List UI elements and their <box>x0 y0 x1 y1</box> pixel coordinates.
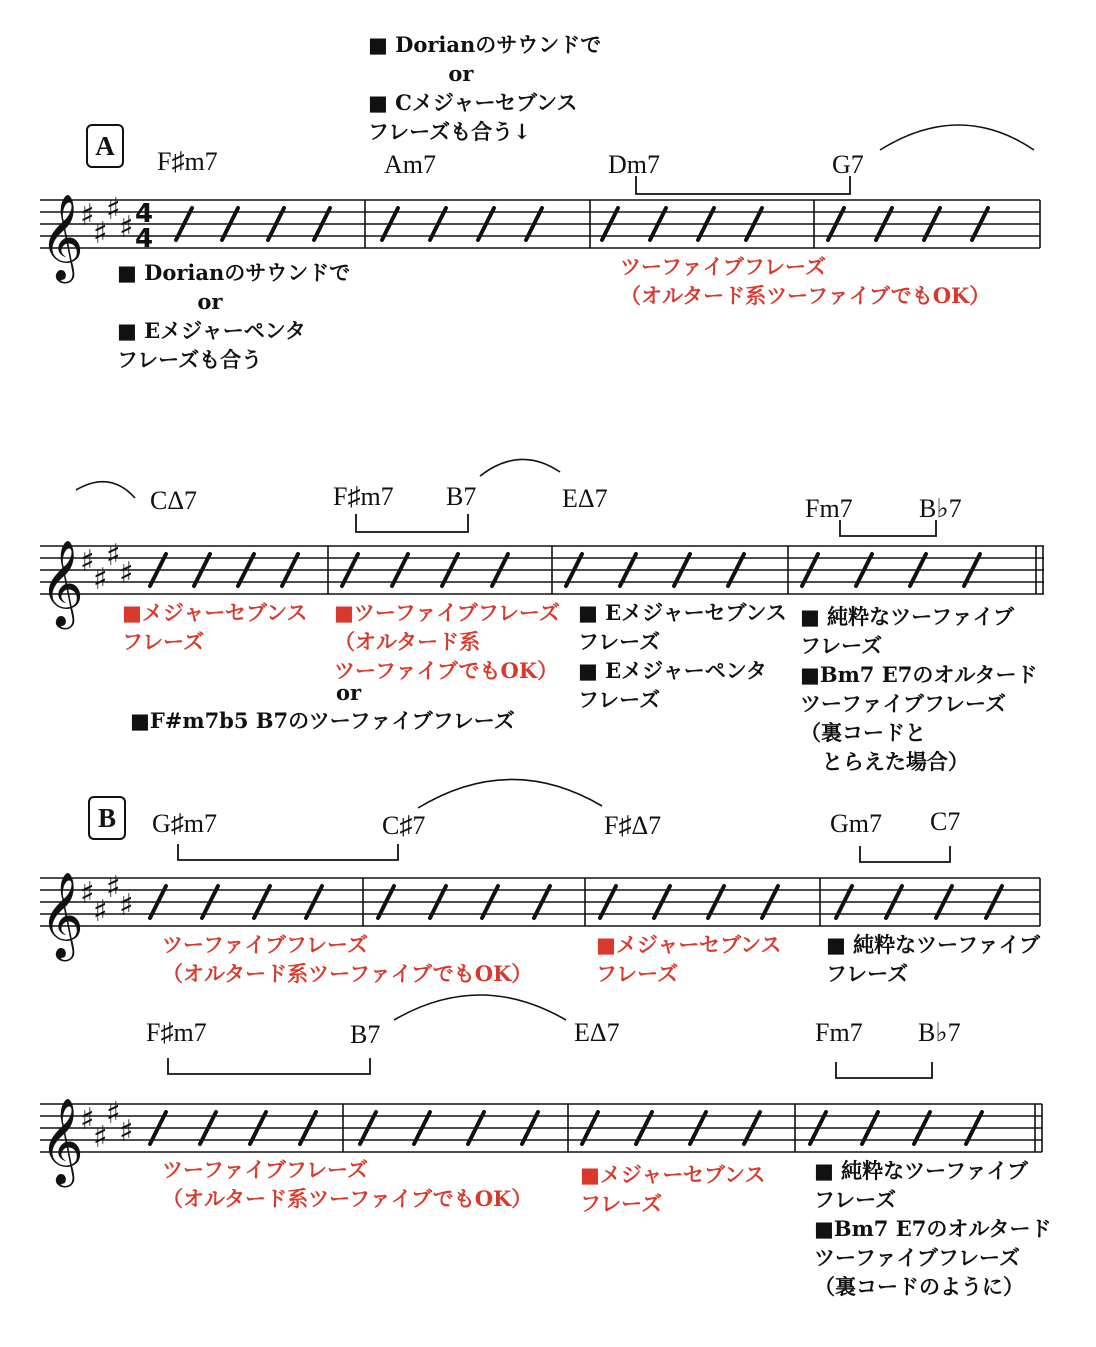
note-2-m3: ■ Eメジャーセブンス フレーズ ■ Eメジャーペンタ フレーズ <box>578 600 787 712</box>
svg-text:♯: ♯ <box>93 1120 108 1155</box>
svg-text:♯: ♯ <box>93 894 108 929</box>
chord-a-1: F♯m7 <box>157 147 218 176</box>
svg-text:♯: ♯ <box>80 876 95 911</box>
time-signature-top: 4 <box>135 199 154 229</box>
chord-2-3: B7 <box>446 482 477 511</box>
chord-b-2: C♯7 <box>382 811 426 840</box>
treble-clef-icon: 𝄞 <box>40 872 84 958</box>
treble-clef-icon: 𝄞 <box>40 1098 84 1184</box>
svg-text:♯: ♯ <box>93 562 108 597</box>
chord-4-3: EΔ7 <box>574 1018 620 1047</box>
svg-text:♯: ♯ <box>80 198 95 233</box>
note-2-m2-alt: ■F#m7b5 B7のツーファイブフレーズ <box>130 708 515 733</box>
treble-clef-icon: 𝄞 <box>40 540 84 626</box>
time-signature-bottom: 4 <box>135 224 154 254</box>
chord-2-2: F♯m7 <box>333 482 394 511</box>
svg-text:♯: ♯ <box>93 216 108 251</box>
chord-2-1: CΔ7 <box>150 486 198 515</box>
chord-b-3: F♯Δ7 <box>604 811 662 840</box>
chord-a-2: Am7 <box>384 150 436 179</box>
chord-4-2: B7 <box>350 1020 381 1049</box>
two-five-bracket <box>836 1062 932 1078</box>
note-2-m2: ■ツーファイブフレーズ （オルタード系 ツーファイブでもOK） <box>334 600 560 683</box>
note-4-m4: ■ 純粋なツーファイブ フレーズ ■Bm7 E7のオルタード ツーファイブフレーズ （裏コードのように） <box>814 1158 1052 1299</box>
note-4-m1: ツーファイブフレーズ （オルタード系ツーファイブでもOK） <box>162 1157 533 1211</box>
rehearsal-label: A <box>95 130 115 161</box>
svg-text:♯: ♯ <box>119 888 134 923</box>
chord-a-3: Dm7 <box>608 150 660 179</box>
svg-text:♯: ♯ <box>106 192 121 227</box>
svg-text:♯: ♯ <box>119 556 134 591</box>
svg-text:♯: ♯ <box>106 538 121 573</box>
note-b-m1: ツーファイブフレーズ （オルタード系ツーファイブでもOK） <box>162 932 533 986</box>
note-2-m1: ■メジャーセブンス フレーズ <box>122 600 308 654</box>
staff-lines <box>40 1104 1042 1152</box>
chord-4-1: F♯m7 <box>146 1018 207 1047</box>
note-b-m4: ■ 純粋なツーファイブ フレーズ <box>826 932 1041 986</box>
rehearsal-label: B <box>97 802 116 833</box>
svg-text:♯: ♯ <box>80 544 95 579</box>
note-a-below-right: ツーファイブフレーズ （オルタード系ツーファイブでもOK） <box>620 254 991 308</box>
two-five-bracket <box>168 1058 370 1074</box>
note-a-above: ■ Dorianのサウンドで or ■ Cメジャーセブンス フレーズも合う↓ <box>368 32 602 144</box>
note-b-m3: ■メジャーセブンス フレーズ <box>596 932 782 986</box>
chord-a-4: G7 <box>832 150 864 179</box>
note-a-below-left: ■ Dorianのサウンドで or ■ Eメジャーペンタ フレーズも合う <box>117 260 351 372</box>
key-signature-sharps <box>80 1096 134 1155</box>
svg-text:♯: ♯ <box>106 870 121 905</box>
note-2-m2-or: or <box>336 680 362 705</box>
chord-b-4: Gm7 <box>830 809 882 838</box>
chord-2-4: EΔ7 <box>562 484 608 513</box>
chord-2-6: B♭7 <box>919 494 962 523</box>
chord-b-5: C7 <box>930 807 961 836</box>
svg-text:♯: ♯ <box>119 210 134 245</box>
slur <box>394 995 566 1020</box>
note-4-m3: ■メジャーセブンス フレーズ <box>580 1162 766 1216</box>
treble-clef-icon: 𝄞 <box>40 194 84 280</box>
chord-4-5: B♭7 <box>918 1018 961 1047</box>
chord-2-5: Fm7 <box>805 494 853 523</box>
svg-text:♯: ♯ <box>119 1114 134 1149</box>
svg-text:♯: ♯ <box>80 1102 95 1137</box>
chord-b-1: G♯m7 <box>152 809 217 838</box>
note-2-m4: ■ 純粋なツーファイブ フレーズ ■Bm7 E7のオルタード ツーファイブフレーズ （裏コードと とらえた場合） <box>800 604 1038 774</box>
svg-text:♯: ♯ <box>106 1096 121 1131</box>
chord-4-4: Fm7 <box>815 1018 863 1047</box>
